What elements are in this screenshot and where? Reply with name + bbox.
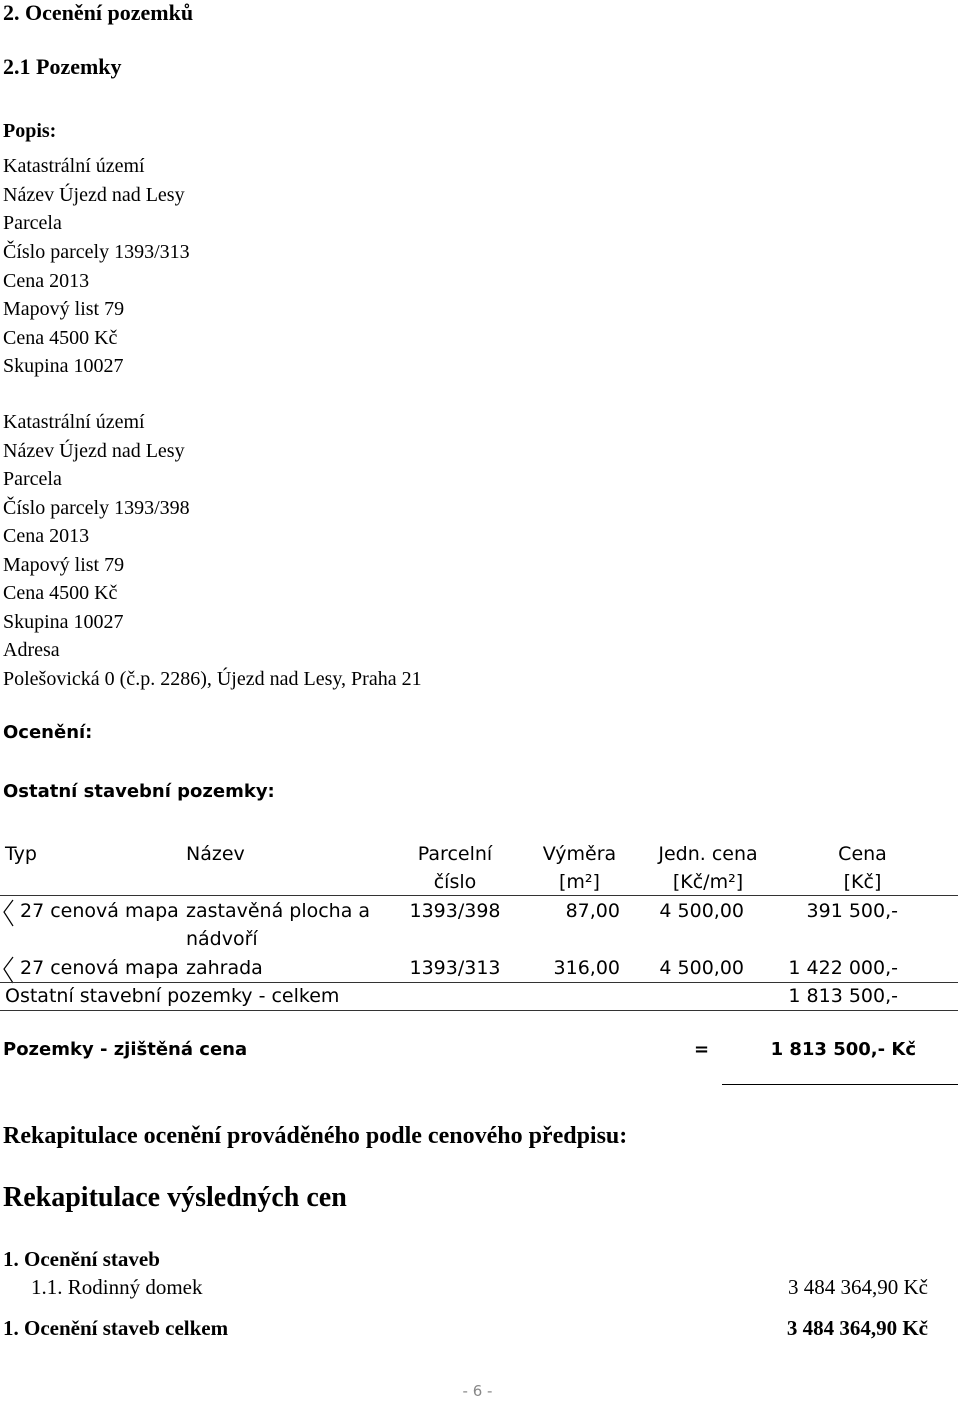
col-header-typ: Typ xyxy=(5,843,37,865)
cell-cena: 1 422 000,- xyxy=(788,957,898,979)
mapovy-list: Mapový list 79 xyxy=(3,554,125,576)
col-header-vymera-unit: [m²] xyxy=(559,871,600,893)
cell-vymera: 87,00 xyxy=(565,900,620,922)
cell-vymera: 316,00 xyxy=(553,957,620,979)
oceneni-staveb-title: 1. Ocenění staveb xyxy=(3,1247,160,1271)
cell-jedn: 4 500,00 xyxy=(659,957,744,979)
col-header-vymera: Výměra xyxy=(542,843,617,865)
col-header-jedn: Jedn. cena xyxy=(658,843,758,865)
cell-nazev-cont: nádvoří xyxy=(186,928,258,950)
adresa: Polešovická 0 (č.p. 2286), Újezd nad Lesy, Praha 21 xyxy=(3,668,422,690)
table-bottom-divider xyxy=(0,1010,958,1011)
cell-parcela: 1393/313 xyxy=(409,957,501,979)
mapovy-list: Mapový list 79 xyxy=(3,298,125,320)
cell-jedn: 4 500,00 xyxy=(659,900,744,922)
oceneni-staveb-item-value: 3 484 364,90 Kč xyxy=(788,1275,928,1299)
col-header-jedn-unit: [Kč/m²] xyxy=(672,871,744,893)
oceneni-staveb-total-value: 3 484 364,90 Kč xyxy=(786,1316,928,1340)
cell-parcela: 1393/398 xyxy=(409,900,501,922)
zjistena-value: 1 813 500,- Kč xyxy=(770,1039,916,1060)
col-header-nazev: Název xyxy=(186,843,245,865)
kat-label: Katastrální území xyxy=(3,155,145,177)
oceneni-staveb-item-label: 1.1. Rodinný domek xyxy=(31,1275,203,1299)
table-total-label: Ostatní stavební pozemky - celkem xyxy=(5,985,340,1007)
table-total-divider xyxy=(0,982,958,983)
kat-label: Katastrální území xyxy=(3,411,145,433)
cell-nazev: zastavěná plocha a xyxy=(186,900,371,922)
cena: Cena 4500 Kč xyxy=(3,582,118,604)
cell-typ: 27 cenová mapa xyxy=(20,900,179,922)
row-bracket-icon xyxy=(2,899,16,929)
col-header-cena-unit: [Kč] xyxy=(843,871,882,893)
col-header-cena: Cena xyxy=(838,843,887,865)
oceneni-staveb-total-label: 1. Ocenění staveb celkem xyxy=(3,1316,229,1340)
oceneni-label: Ocenění: xyxy=(3,722,93,743)
rekapitulace-cen-heading: Rekapitulace výsledných cen xyxy=(3,1182,347,1213)
zjistena-underline xyxy=(722,1084,958,1085)
zjistena-label: Pozemky - zjištěná cena xyxy=(3,1039,248,1060)
cena-rok: Cena 2013 xyxy=(3,270,90,292)
section-heading: 2. Ocenění pozemků xyxy=(3,0,194,25)
parcela-label: Parcela xyxy=(3,468,62,490)
nazev: Název Újezd nad Lesy xyxy=(3,184,185,206)
zjistena-equals: = xyxy=(694,1039,710,1060)
rekapitulace-oceneni-heading: Rekapitulace ocenění prováděného podle cenového předpisu: xyxy=(3,1123,628,1149)
skupina: Skupina 10027 xyxy=(3,611,124,633)
table-header-divider xyxy=(0,895,958,896)
cena-rok: Cena 2013 xyxy=(3,525,90,547)
cell-typ: 27 cenová mapa xyxy=(20,957,179,979)
cena: Cena 4500 Kč xyxy=(3,327,118,349)
nazev: Název Újezd nad Lesy xyxy=(3,440,185,462)
popis-label: Popis: xyxy=(3,120,57,142)
subsection-heading: 2.1 Pozemky xyxy=(3,54,122,79)
cell-nazev: zahrada xyxy=(186,957,263,979)
col-header-parcelni: Parcelní xyxy=(417,843,493,865)
skupina: Skupina 10027 xyxy=(3,355,124,377)
table-total-value: 1 813 500,- xyxy=(788,985,898,1007)
cislo-parcely: Číslo parcely 1393/313 xyxy=(3,241,190,263)
cell-cena: 391 500,- xyxy=(806,900,898,922)
cislo-parcely: Číslo parcely 1393/398 xyxy=(3,497,190,519)
col-header-cislo: číslo xyxy=(433,871,477,893)
ostatni-label: Ostatní stavební pozemky: xyxy=(3,781,275,802)
adresa-label: Adresa xyxy=(3,639,60,661)
page-number: - 6 - xyxy=(462,1382,493,1400)
parcela-label: Parcela xyxy=(3,212,62,234)
